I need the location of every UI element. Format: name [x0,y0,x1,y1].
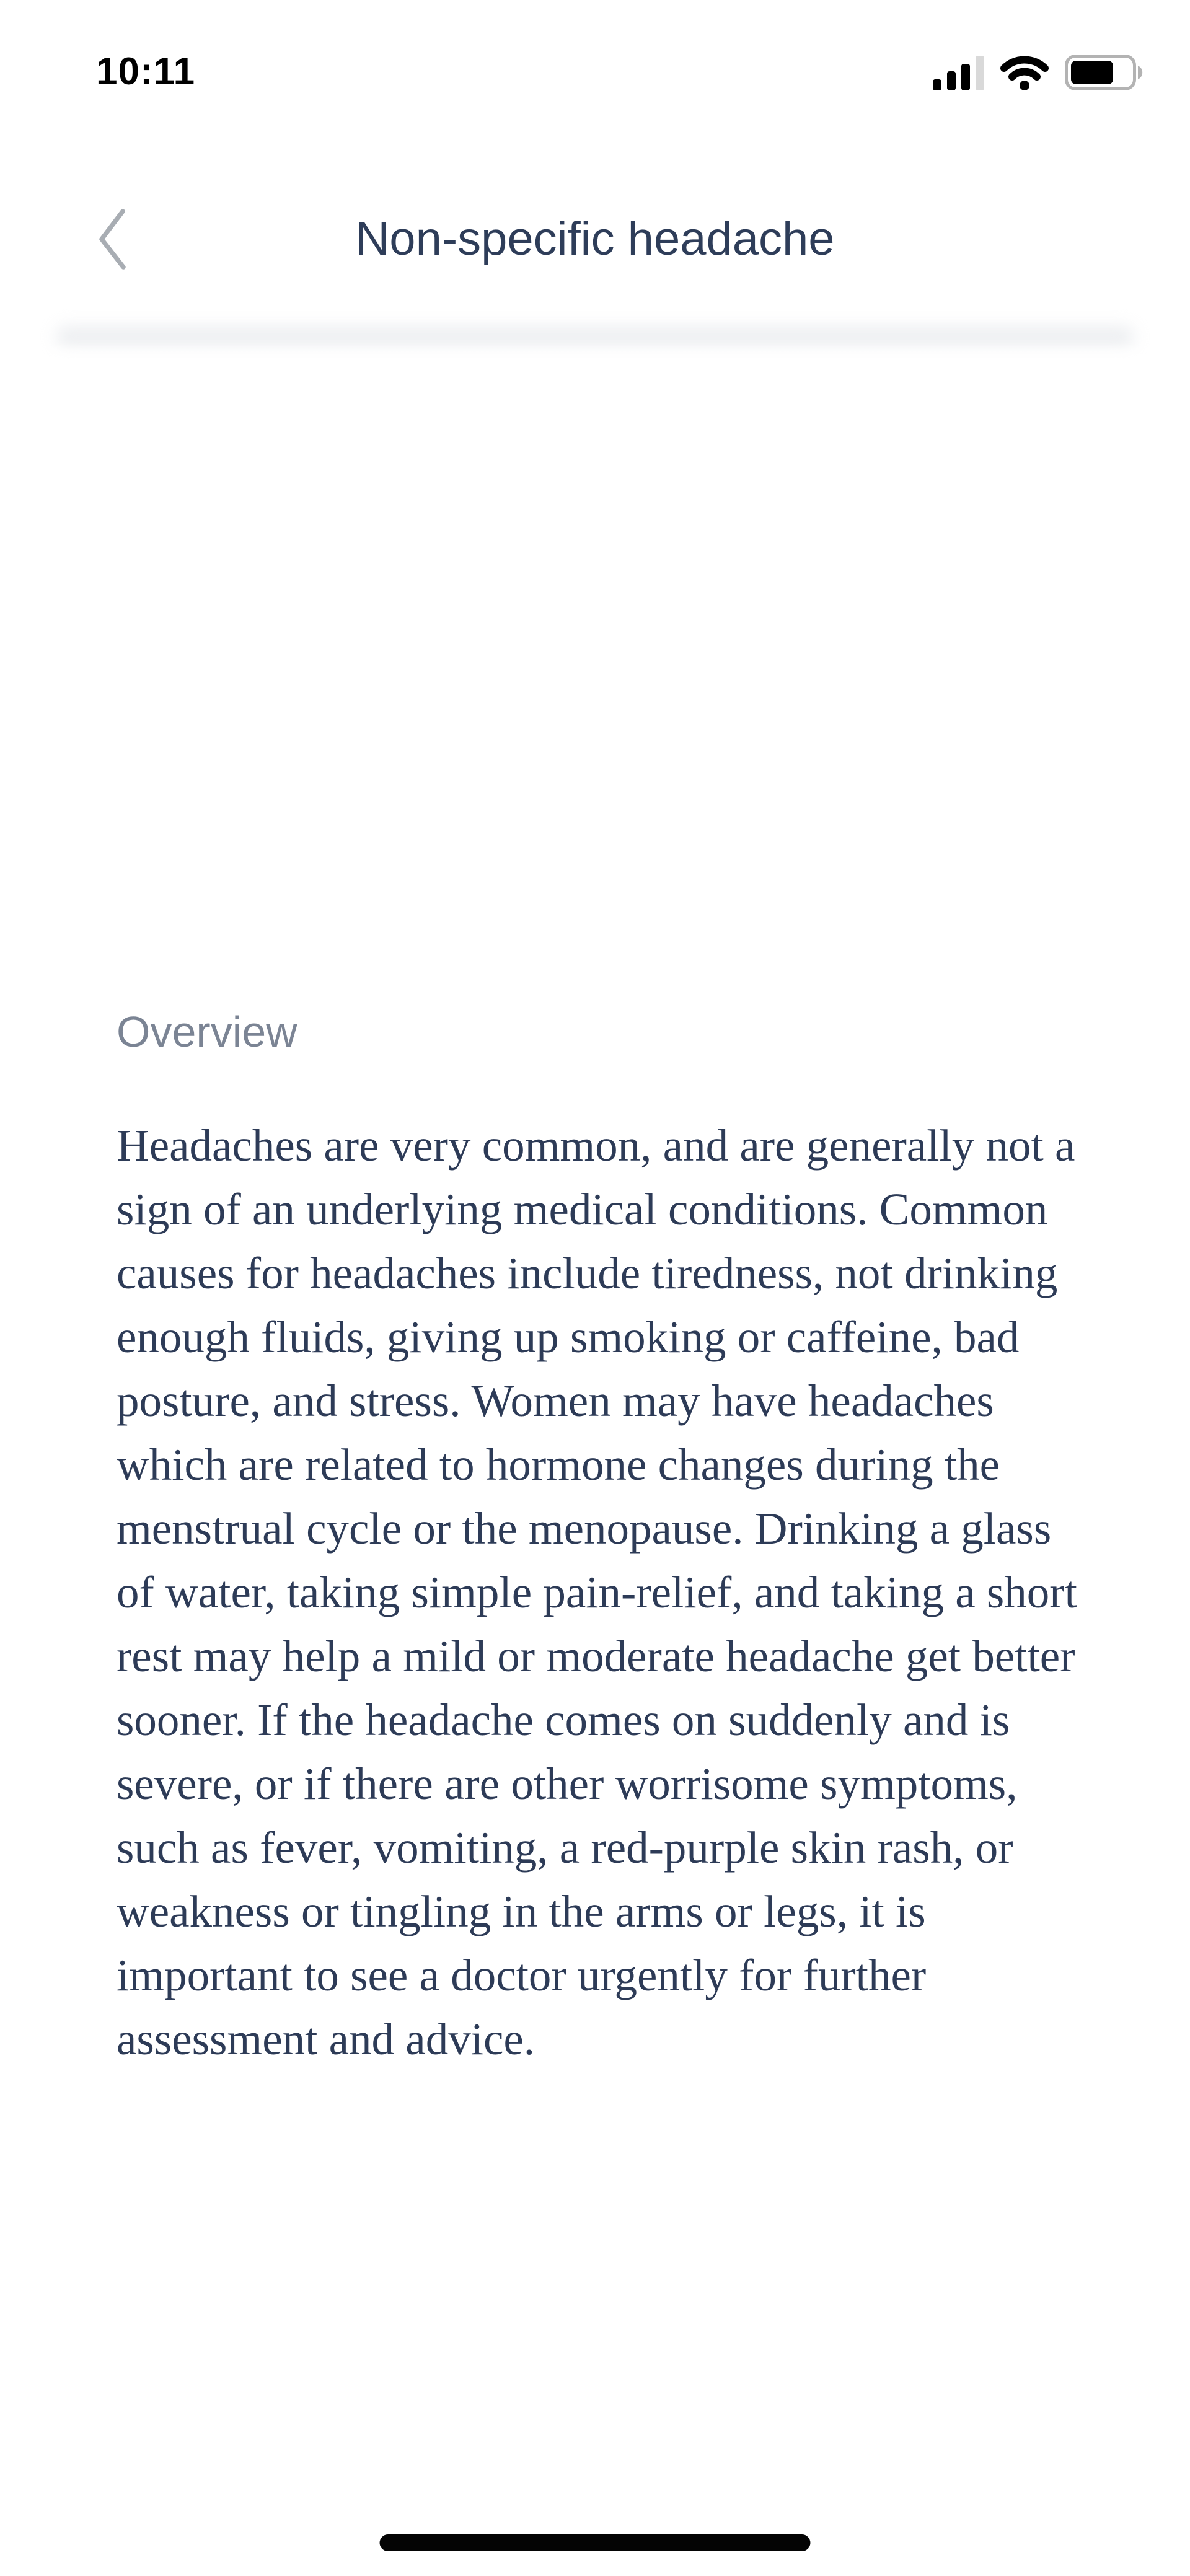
signal-bar-4-inactive [976,56,984,90]
status-bar-icons [933,55,1145,90]
cellular-signal-icon [933,56,984,90]
signal-bar-1 [933,79,941,90]
section-label-overview: Overview [117,1008,298,1056]
content-sheet-top-fade [0,343,1190,380]
signal-bar-3 [961,64,970,90]
status-bar-time: 10:11 [96,50,196,93]
home-indicator-bar[interactable] [380,2534,811,2551]
page-title: Non-specific headache [355,213,835,265]
overview-paragraph: Headaches are very common, and are generally not a sign of an underlying medical conditions. Common causes for headaches include tiredness, not drinking enough fluids, giving up smoking or caffeine, bad posture, and stress. Women may have headaches which are related to hormone changes during the menstrual cycle or the menopause. Drinking a glass of water, taking simple pain-relief, and taking a short rest may help a mild or moderate headache get better sooner. If the headache comes on suddenly and is severe, or if there are other worrisome symptoms, such as fever, vomiting, a red-purple skin rash, or weakness or tingling in the arms or legs, it is important to see a doctor urgently for further assessment and advice. [117,1120,1077,2064]
wifi-icon [1000,55,1049,90]
battery-icon [1065,55,1145,90]
signal-bar-2 [947,71,956,90]
